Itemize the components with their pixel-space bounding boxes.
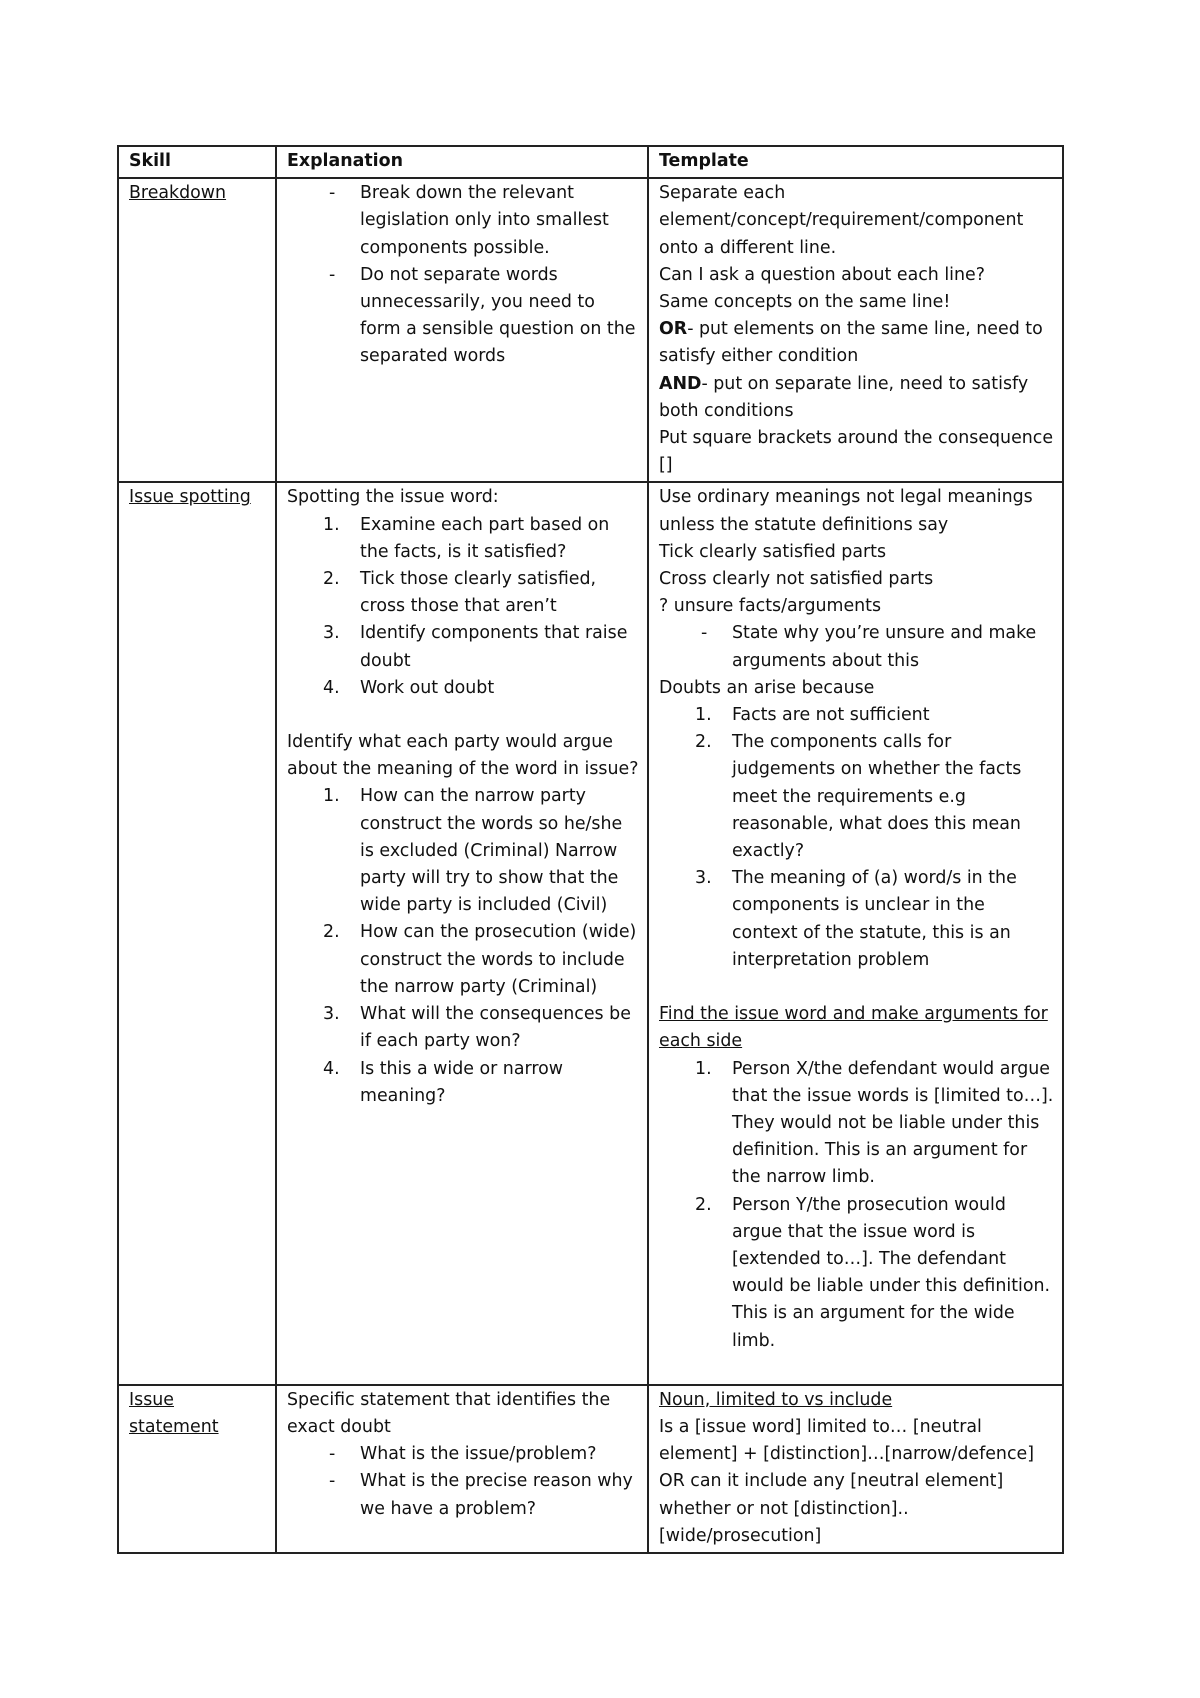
list-text: Work out doubt: [360, 677, 495, 698]
list-text: The components calls for judgements on whether the facts meet the requirements e.g reasonable, what does this mean exactly?: [732, 732, 1022, 862]
explanation-cell: [276, 482, 648, 1384]
and-keyword: AND: [659, 373, 702, 394]
template-cell: [648, 178, 1063, 482]
list-number: 3.: [323, 1004, 340, 1025]
skill-name: Issue statement: [129, 1389, 219, 1437]
table-header-row: [118, 146, 1063, 178]
table-row: [118, 1385, 1063, 1553]
list-text: How can the narrow party construct the words so he/she is excluded (Criminal) Narrow party will try to show that the wide party is included (Civil): [360, 786, 623, 916]
template-line: Separate each element/concept/requirement/component onto a different line.: [659, 183, 1024, 258]
template-line: [659, 316, 1054, 370]
list-number: 2.: [695, 1194, 712, 1215]
list-number: 2.: [695, 732, 712, 753]
list-item: [287, 566, 639, 620]
or-text: - put elements on the same line, need to satisfy either condition: [659, 319, 1043, 367]
list-item: [287, 512, 639, 566]
spacer: [659, 1355, 1054, 1382]
list-item: [287, 675, 639, 702]
list-number: 3.: [323, 623, 340, 644]
table-row: [118, 178, 1063, 482]
numbered-list: [287, 512, 639, 702]
list-number: 2.: [323, 922, 340, 943]
list-text: Examine each part based on the facts, is it satisfied?: [360, 514, 610, 562]
skill-name: Issue spotting: [129, 487, 251, 508]
template-line: [659, 371, 1054, 425]
list-item: [287, 1056, 639, 1110]
list-number: 4.: [323, 1058, 340, 1079]
list-text: Person X/the defendant would argue that the issue words is [limited to…]. They would not be liable under this definition. This is an argument for the narrow limb.: [732, 1058, 1054, 1188]
list-text: Is this a wide or narrow meaning?: [360, 1058, 563, 1106]
list-number: 3.: [695, 868, 712, 889]
list-item: - State why you’re unsure and make arguments about this: [659, 620, 1054, 674]
template-cell: [648, 482, 1063, 1384]
list-item: [659, 1056, 1054, 1192]
list-text: Identify components that raise doubt: [360, 623, 628, 671]
template-line: ? unsure facts/arguments: [659, 596, 882, 617]
list-number: 1.: [323, 514, 340, 535]
template-line: Is a [issue word] limited to… [neutral element] + [distinction]…[narrow/defence] OR can it include any [neutral element] whether or not [distinction]..[wide/prosecution]: [659, 1416, 1034, 1546]
list-item: [287, 1001, 639, 1055]
and-text: - put on separate line, need to satisfy both conditions: [659, 373, 1029, 421]
template-line: Use ordinary meanings not legal meanings unless the statute definitions say: [659, 487, 1033, 535]
template-heading: Noun, limited to vs include: [659, 1389, 893, 1410]
skill-cell: [118, 178, 276, 482]
spacer: [659, 974, 1054, 1001]
header-skill: Skill: [118, 146, 276, 178]
list-item: [659, 865, 1054, 974]
list-number: 1.: [323, 786, 340, 807]
list-item: [287, 919, 639, 1001]
numbered-list: [659, 1056, 1054, 1355]
spacer: [287, 702, 639, 729]
dash-list: [287, 180, 639, 370]
list-number: 1.: [695, 1058, 712, 1079]
list-number: 1.: [695, 705, 712, 726]
list-item: - Do not separate words unnecessarily, you need to form a sensible question on the separated words: [287, 262, 639, 371]
list-item: - Break down the relevant legislation only into smallest components possible.: [287, 180, 639, 262]
explanation-intro: Specific statement that identifies the exact doubt: [287, 1389, 611, 1437]
list-item: [659, 1192, 1054, 1355]
explanation-cell: [276, 1385, 648, 1553]
template-line: Cross clearly not satisfied parts: [659, 569, 934, 590]
explanation-cell: [276, 178, 648, 482]
skills-table: [117, 145, 1064, 1554]
template-line: Tick clearly satisfied parts: [659, 541, 887, 562]
template-line: Doubts an arise because: [659, 677, 875, 698]
or-keyword: OR: [659, 319, 688, 340]
skill-name: Breakdown: [129, 183, 227, 204]
dash-list: [659, 620, 1054, 674]
template-line: Put square brackets around the consequence []: [659, 428, 1054, 476]
list-item: [287, 620, 639, 674]
header-explanation: Explanation: [276, 146, 648, 178]
list-text: What will the consequences be if each party won?: [360, 1004, 631, 1052]
list-text: Person Y/the prosecution would argue that the issue word is [extended to…]. The defendant would be liable under this definition. This is an argument for the wide limb.: [732, 1194, 1051, 1351]
header-template: Template: [648, 146, 1063, 178]
template-heading: Find the issue word and make arguments for each side: [659, 1004, 1048, 1052]
list-number: 4.: [323, 677, 340, 698]
explanation-intro: Identify what each party would argue about the meaning of the word in issue?: [287, 732, 639, 780]
dash-list: [287, 1441, 639, 1523]
list-text: Tick those clearly satisfied, cross those that aren’t: [360, 569, 597, 617]
numbered-list: [659, 702, 1054, 974]
list-text: Facts are not sufficient: [732, 705, 930, 726]
skill-cell: [118, 1385, 276, 1553]
list-text: The meaning of (a) word/s in the components is unclear in the context of the statute, this is an interpretation problem: [732, 868, 1017, 970]
template-line: Same concepts on the same line!: [659, 292, 951, 313]
explanation-intro: Spotting the issue word:: [287, 487, 499, 508]
list-item: [659, 729, 1054, 865]
numbered-list: [287, 783, 639, 1109]
list-item: [287, 783, 639, 919]
table-row: [118, 482, 1063, 1384]
template-cell: [648, 1385, 1063, 1553]
list-text: How can the prosecution (wide) construct the words to include the narrow party (Criminal): [360, 922, 637, 997]
list-item: - What is the precise reason why we have a problem?: [287, 1468, 639, 1522]
list-item: [659, 702, 1054, 729]
list-item: - What is the issue/problem?: [287, 1441, 639, 1468]
list-number: 2.: [323, 569, 340, 590]
skill-cell: [118, 482, 276, 1384]
template-line: Can I ask a question about each line?: [659, 264, 985, 285]
